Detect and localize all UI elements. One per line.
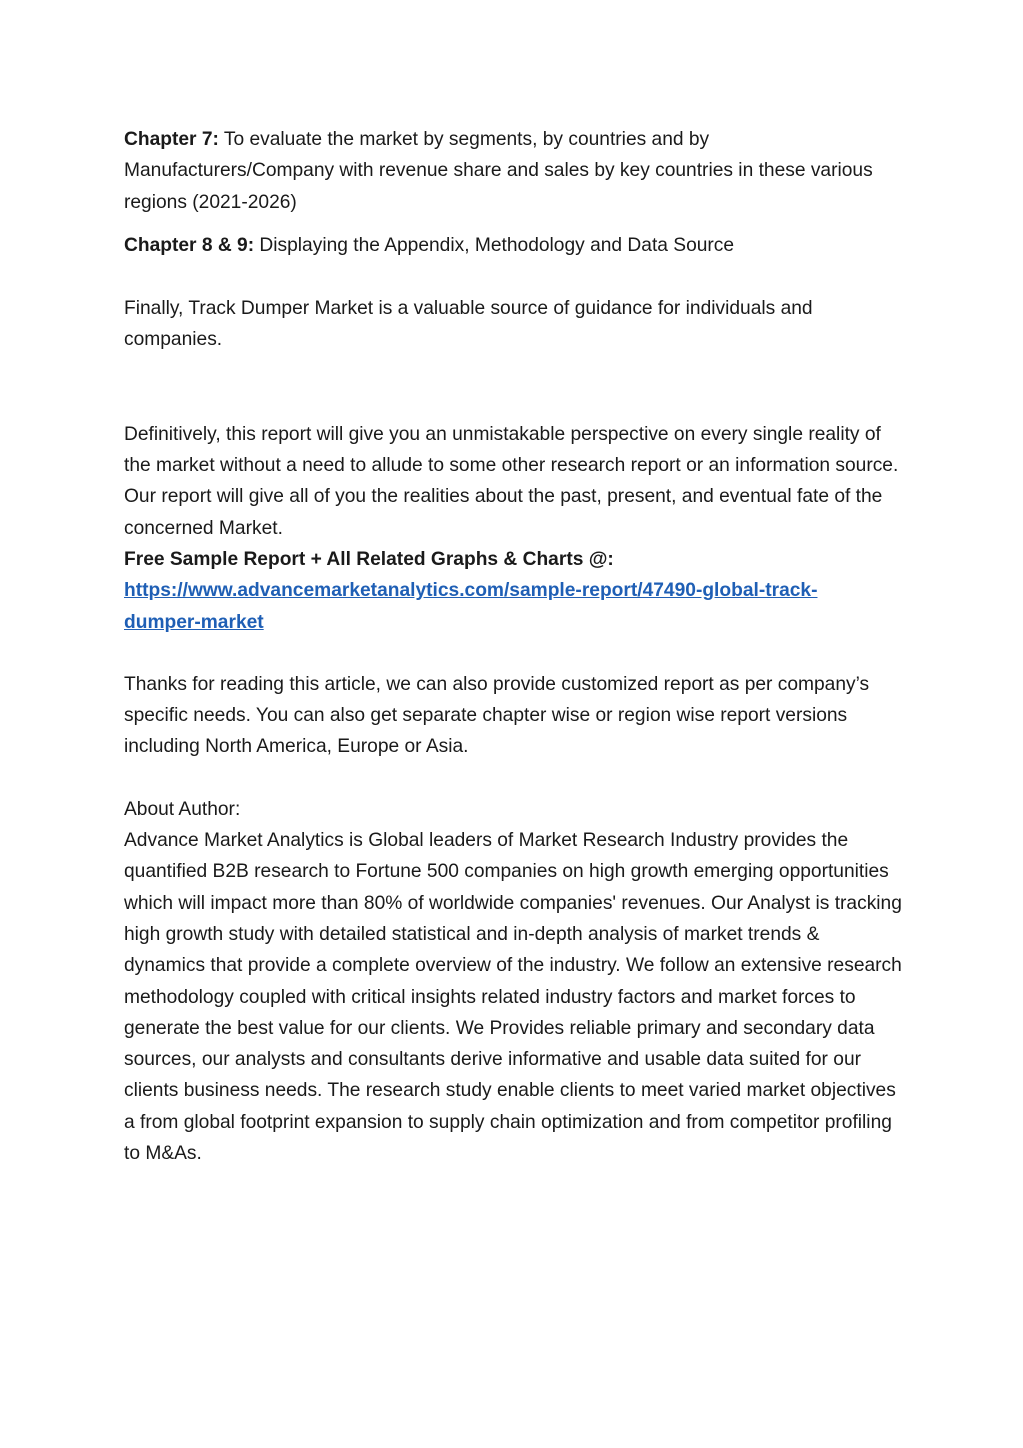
document-page: [124, 124, 904, 1169]
chapter-7-label: Chapter 7:: [124, 129, 219, 150]
sample-report-link-line2[interactable]: dumper-market: [124, 611, 264, 633]
chapter-7-text: To evaluate the market by segments, by countries and by Manufacturers/Company with revenue share and sales by key countries in these various regions (2021-2026): [124, 129, 873, 213]
free-sample-heading: Free Sample Report + All Related Graphs & Charts @:: [124, 548, 614, 570]
finally-paragraph: Finally, Track Dumper Market is a valuable source of guidance for individuals and companies.: [124, 298, 813, 351]
sample-report-link[interactable]: [124, 575, 904, 638]
chapter-7-paragraph: [124, 124, 904, 218]
about-author-body: Advance Market Analytics is Global leaders of Market Research Industry provides the quantified B2B research to Fortune 500 companies on high growth emerging opportunities which will impact more than 80% of worldwide companies' revenues. Our Analyst is tracking high growth study with detailed statistical and in-depth analysis of market trends & dynamics that provide a complete overview of the industry. We follow an extensive research methodology coupled with critical insights related industry factors and market forces to generate the best value for our clients. We Provides reliable primary and secondary data sources, our analysts and consultants derive informative and usable data suited for our clients business needs. The research study enable clients to meet varied market objectives a from global footprint expansion to supply chain optimization and from competitor profiling to M&As.: [124, 830, 902, 1165]
chapter-8-9-paragraph: [124, 230, 904, 261]
definitively-paragraph: Definitively, this report will give you an unmistakable perspective on every single reality of the market without a need to allude to some other research report or an information source. Our report will give all of you the realities about the past, present, and eventual fate of the concerned Market.: [124, 423, 899, 539]
sample-report-link-line1[interactable]: https://www.advancemarketanalytics.com/sample-report/47490-global-track-: [124, 580, 818, 602]
chapter-8-9-text: Displaying the Appendix, Methodology and Data Source: [254, 234, 735, 256]
thanks-paragraph: Thanks for reading this article, we can also provide customized report as per company’s specific needs. You can also get separate chapter wise or region wise report versions including North America, Europe or Asia.: [124, 673, 870, 758]
chapter-8-9-label: Chapter 8 & 9:: [124, 234, 255, 256]
about-author-heading: About Author:: [124, 798, 241, 820]
